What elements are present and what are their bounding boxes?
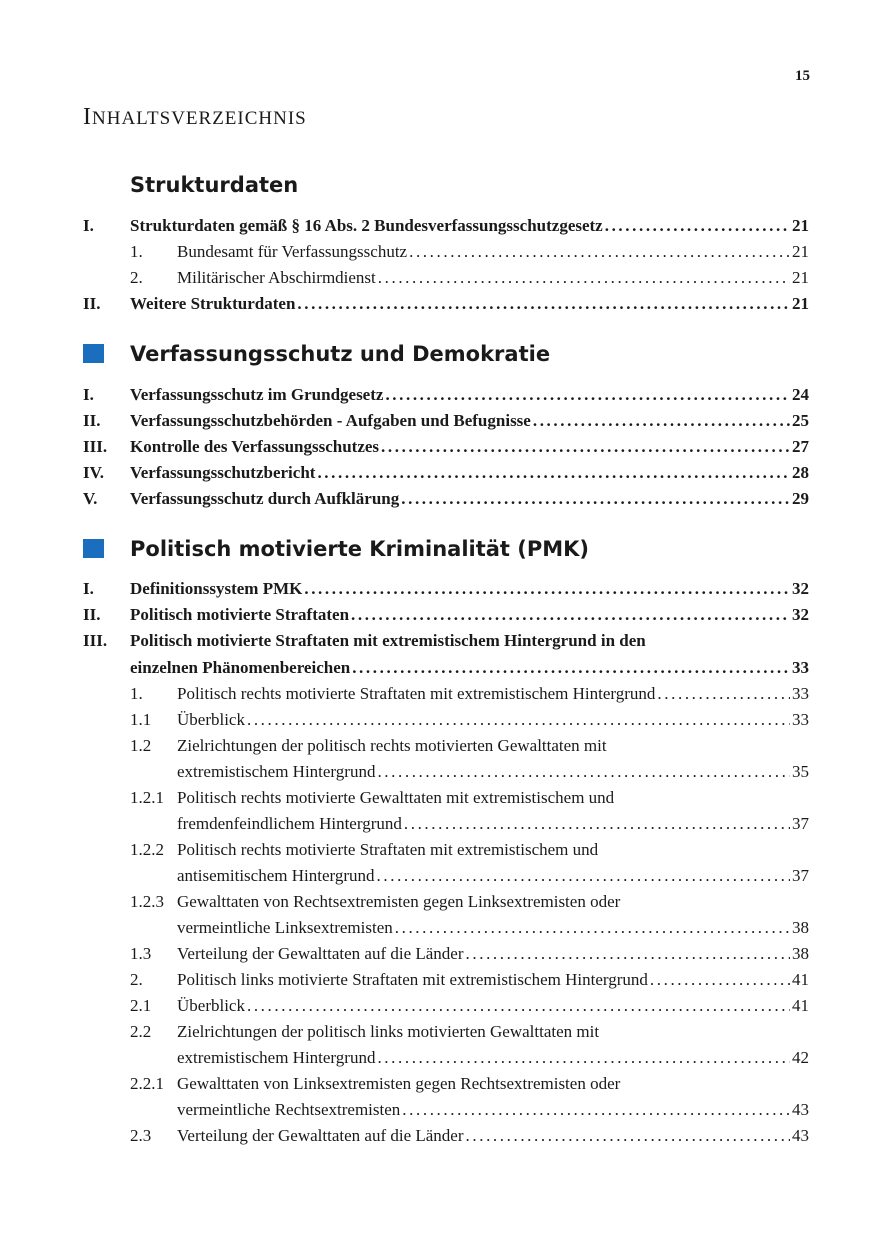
toc-entry[interactable] [83, 578, 809, 600]
dot-leader [378, 267, 790, 289]
dot-leader [404, 813, 790, 835]
entry-page: 32 [792, 579, 809, 598]
dot-leader [385, 384, 790, 406]
dot-leader [401, 488, 790, 510]
toc-entry-continuation[interactable] [83, 813, 809, 835]
dot-leader [466, 1125, 790, 1147]
entry-text: Verfassungsschutz im Grundgesetz [130, 385, 384, 404]
dot-leader [304, 578, 790, 600]
toc-entry[interactable] [83, 943, 809, 965]
toc-entry[interactable] [83, 995, 809, 1017]
entry-text: Bundesamt für Verfassungsschutz [177, 242, 408, 261]
toc-entry[interactable] [83, 839, 809, 861]
entry-page: 37 [792, 814, 809, 833]
entry-number: 2.1 [130, 996, 152, 1015]
entry-page: 43 [792, 1126, 809, 1145]
toc-entry[interactable] [83, 384, 809, 406]
toc-entry[interactable] [83, 215, 809, 237]
entry-text: Überblick [177, 996, 245, 1015]
entry-text: Weitere Strukturdaten [130, 294, 296, 313]
dot-leader [377, 1047, 790, 1069]
section-marker [83, 344, 104, 363]
entry-text: Politisch motivierte Straftaten mit extremistischem Hintergrund in den [130, 631, 646, 650]
toc-entry-continuation[interactable] [83, 1047, 809, 1069]
entry-page: 27 [792, 437, 809, 456]
title-initial: I [83, 104, 92, 130]
toc-entry[interactable] [83, 735, 809, 757]
toc-entry[interactable] [83, 683, 809, 705]
entry-number: II. [83, 294, 101, 313]
entry-number: IV. [83, 463, 104, 482]
toc-entry-continuation[interactable] [83, 657, 809, 679]
toc-entry[interactable] [83, 462, 809, 484]
entry-number: V. [83, 489, 98, 508]
entry-page: 33 [792, 710, 809, 729]
dot-leader [605, 215, 790, 237]
entry-number: I. [83, 385, 94, 404]
entry-text: Verteilung der Gewalttaten auf die Länder [177, 944, 464, 963]
dot-leader [533, 410, 790, 432]
toc-entry[interactable] [83, 604, 809, 626]
page-title [83, 104, 307, 131]
entry-text: Verfassungsschutzbehörden - Aufgaben und Befugnisse [130, 411, 531, 430]
entry-text: Verfassungsschutz durch Aufklärung [130, 489, 400, 508]
toc-entry[interactable] [83, 969, 809, 991]
entry-number: 1.2.1 [130, 788, 164, 807]
toc-entry[interactable] [83, 241, 809, 263]
toc-entry[interactable] [83, 410, 809, 432]
entry-number: 1. [130, 684, 143, 703]
entry-number: 2.2.1 [130, 1074, 164, 1093]
toc-entry[interactable] [83, 293, 809, 315]
entry-text: Politisch motivierte Straftaten [130, 605, 350, 624]
dot-leader [247, 995, 790, 1017]
dot-leader [381, 436, 790, 458]
entry-number: 2.2 [130, 1022, 152, 1041]
entry-number: 1.3 [130, 944, 152, 963]
dot-leader [409, 241, 790, 263]
entry-number: 1. [130, 242, 143, 261]
entry-page: 28 [792, 463, 809, 482]
entry-number: 2. [130, 970, 143, 989]
toc-entry[interactable] [83, 1021, 809, 1043]
dot-leader [657, 683, 790, 705]
entry-number: II. [83, 605, 101, 624]
toc-entry-continuation[interactable] [83, 917, 809, 939]
entry-text: extremistischem Hintergrund [177, 762, 376, 781]
entry-text: Überblick [177, 710, 245, 729]
toc-entry[interactable] [83, 709, 809, 731]
entry-number: 1.1 [130, 710, 152, 729]
entry-text: einzelnen Phänomenbereichen [130, 658, 351, 677]
entry-page: 35 [792, 762, 809, 781]
entry-text: Militärischer Abschirmdienst [177, 268, 376, 287]
section-marker [83, 539, 104, 558]
dot-leader [297, 293, 790, 315]
entry-page: 41 [792, 970, 809, 989]
dot-leader [402, 1099, 790, 1121]
entry-text: Gewalttaten von Linksextremisten gegen Rechtsextremisten oder [177, 1074, 621, 1093]
entry-number: 1.2 [130, 736, 152, 755]
entry-text: Verteilung der Gewalttaten auf die Länder [177, 1126, 464, 1145]
entry-text: Zielrichtungen der politisch rechts motivierten Gewalttaten mit [177, 736, 607, 755]
toc-entry[interactable] [83, 267, 809, 289]
entry-text: Politisch rechts motivierte Straftaten mit extremistischem Hintergrund [177, 684, 656, 703]
entry-page: 21 [792, 242, 809, 261]
entry-text: Verfassungsschutzbericht [130, 463, 316, 482]
entry-number: 1.2.2 [130, 840, 164, 859]
entry-text: antisemitischem Hintergrund [177, 866, 375, 885]
entry-page: 37 [792, 866, 809, 885]
toc-entry-continuation[interactable] [83, 865, 809, 887]
entry-text: Kontrolle des Verfassungsschutzes [130, 437, 380, 456]
entry-number: 2. [130, 268, 143, 287]
dot-leader [317, 462, 790, 484]
toc-entry-continuation[interactable] [83, 1099, 809, 1121]
dot-leader [395, 917, 790, 939]
dot-leader [650, 969, 790, 991]
dot-leader [377, 865, 790, 887]
section-heading-strukturdaten: Strukturdaten [130, 173, 299, 197]
entry-text: Definitionssystem PMK [130, 579, 303, 598]
entry-page: 43 [792, 1100, 809, 1119]
entry-text: Strukturdaten gemäß § 16 Abs. 2 Bundesverfassungsschutzgesetz [130, 216, 603, 235]
toc-entry[interactable] [83, 630, 809, 652]
entry-page: 32 [792, 605, 809, 624]
entry-number: I. [83, 579, 94, 598]
entry-page: 42 [792, 1048, 809, 1067]
page-number: 15 [795, 68, 810, 84]
entry-text: Politisch links motivierte Straftaten mit extremistischem Hintergrund [177, 970, 648, 989]
entry-number: III. [83, 631, 108, 650]
dot-leader [351, 604, 790, 626]
entry-page: 33 [792, 684, 809, 703]
entry-text: vermeintliche Linksextremisten [177, 918, 393, 937]
toc-entry[interactable] [83, 891, 809, 913]
dot-leader [466, 943, 790, 965]
entry-page: 25 [792, 411, 809, 430]
entry-page: 21 [792, 268, 809, 287]
entry-number: I. [83, 216, 94, 235]
toc-entry[interactable] [83, 488, 809, 510]
dot-leader [377, 761, 790, 783]
entry-number: III. [83, 437, 108, 456]
entry-text: Zielrichtungen der politisch links motivierten Gewalttaten mit [177, 1022, 600, 1041]
entry-page: 38 [792, 944, 809, 963]
entry-text: extremistischem Hintergrund [177, 1048, 376, 1067]
dot-leader [352, 657, 790, 679]
entry-text: vermeintliche Rechtsextremisten [177, 1100, 401, 1119]
entry-page: 24 [792, 385, 809, 404]
entry-page: 38 [792, 918, 809, 937]
toc-entry-continuation[interactable] [83, 761, 809, 783]
entry-text: Gewalttaten von Rechtsextremisten gegen Linksextremisten oder [177, 892, 621, 911]
section-heading-demokratie: Verfassungsschutz und Demokratie [130, 342, 551, 366]
entry-page: 21 [792, 294, 809, 313]
entry-page: 21 [792, 216, 809, 235]
toc-entry[interactable] [83, 1125, 809, 1147]
toc-entry[interactable] [83, 787, 809, 809]
entry-number: II. [83, 411, 101, 430]
entry-text: Politisch rechts motivierte Gewalttaten mit extremistischem und [177, 788, 615, 807]
entry-text: fremdenfeindlichem Hintergrund [177, 814, 402, 833]
dot-leader [247, 709, 790, 731]
toc-entry[interactable] [83, 436, 809, 458]
toc-entry[interactable] [83, 1073, 809, 1095]
entry-number: 2.3 [130, 1126, 152, 1145]
entry-page: 41 [792, 996, 809, 1015]
section-heading-pmk: Politisch motivierte Kriminalität (PMK) [130, 537, 590, 561]
title-rest: NHALTSVERZEICHNIS [92, 108, 307, 129]
entry-page: 33 [792, 658, 809, 677]
entry-number: 1.2.3 [130, 892, 164, 911]
entry-text: Politisch rechts motivierte Straftaten mit extremistischem und [177, 840, 599, 859]
entry-page: 29 [792, 489, 809, 508]
